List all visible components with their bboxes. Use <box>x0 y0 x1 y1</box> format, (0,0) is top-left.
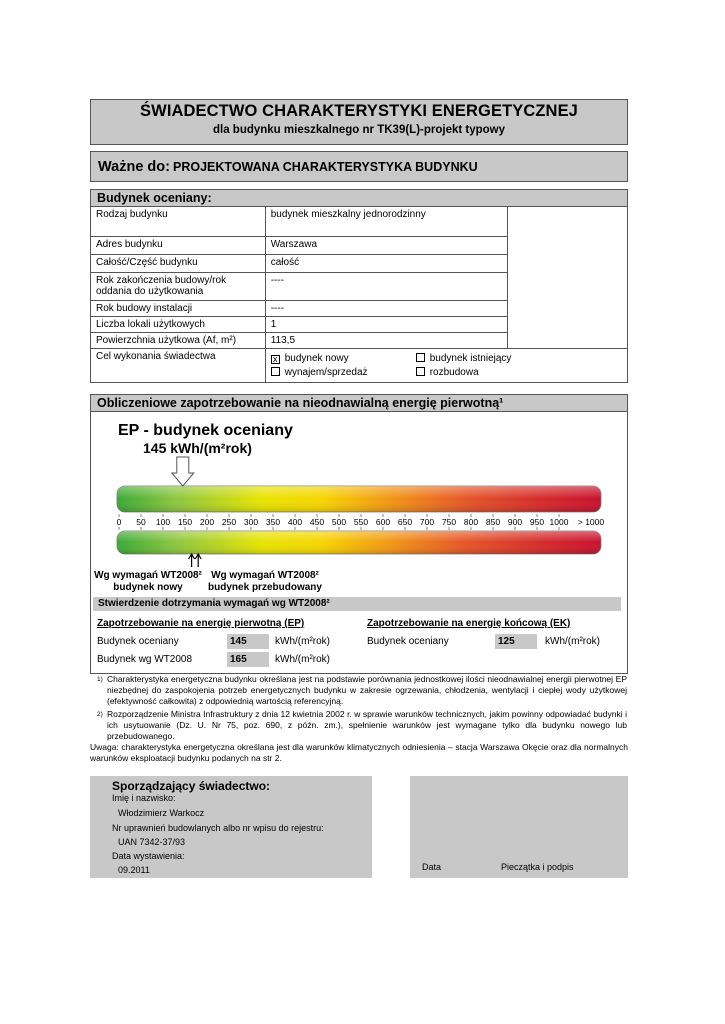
ek-heading: Zapotrzebowanie na energię końcową (EK) <box>367 618 571 629</box>
tick-label: 50 <box>136 517 146 527</box>
tick-label: 950 <box>529 517 545 527</box>
tick-label: 300 <box>243 517 259 527</box>
tick-label: 250 <box>221 517 237 527</box>
checkbox-new-building[interactable]: x <box>271 355 280 364</box>
ep-value: 145 kWh/(m²rok) <box>143 440 252 456</box>
ep-row-value: 145 <box>227 634 269 649</box>
tick-label: 700 <box>419 517 435 527</box>
tick-label: 150 <box>177 517 193 527</box>
option-label: budynek nowy <box>284 353 349 364</box>
building-section-title: Budynek oceniany: <box>97 191 212 205</box>
footnote-1: Charakterystyka energetyczna budynku określana jest na podstawie porównania jednostkowej ilości nieodnawialnej energii pierwotnej EP niezbędnej do zaspokojenia potrzeb energetycznych budynku w zakresie ogrzewania, chłodzenia, wentylacji i ciepłej wody użytkowej (efektywność całkowita) z odpowiednią wartością referencyjną. <box>107 674 627 706</box>
issuer-name: Włodzimierz Warkocz <box>118 808 205 818</box>
requirement-rebuilt-arrow <box>195 554 201 567</box>
energy-section-title: Obliczeniowe zapotrzebowanie na nieodnawialną energię pierwotną¹ <box>97 396 504 410</box>
row-value: całość <box>265 255 508 273</box>
row-label: Rok zakończenia budowy/rok oddania do użytkowania <box>91 273 266 301</box>
marker-new-building: Wg wymagań WT2008² budynek nowy <box>94 570 202 593</box>
issuer-license-label: Nr uprawnień budowlanych albo nr wpisu do rejestru: <box>112 823 324 833</box>
tick-label: 400 <box>287 517 303 527</box>
ep-arrow-icon <box>172 457 194 486</box>
row-value: ---- <box>265 301 508 317</box>
row-label: Cel wykonania świadectwa <box>91 349 266 383</box>
option-label: budynek istniejący <box>429 353 512 364</box>
tick-label: 650 <box>397 517 413 527</box>
issue-date-label: Data wystawienia: <box>112 851 185 861</box>
ep-row-unit: kWh/(m²rok) <box>275 654 330 665</box>
ep-row-unit: kWh/(m²rok) <box>275 636 330 647</box>
ek-row-unit: kWh/(m²rok) <box>545 636 600 647</box>
requirement-new-arrow <box>189 554 195 567</box>
certificate-title: ŚWIADECTWO CHARAKTERYSTYKI ENERGETYCZNEJ <box>140 102 578 120</box>
footnote-1-mark: 1) <box>97 676 103 683</box>
footnote-2-mark: 2) <box>97 711 103 718</box>
tick-label: 900 <box>507 517 523 527</box>
tick-label: > 1000 <box>577 517 605 527</box>
ep-marker-arrow <box>172 457 194 486</box>
row-value: 1 <box>265 317 508 333</box>
remark: Uwaga: charakterystyka energetyczna określana jest dla warunków klimatycznych odniesienia – stacja Warszawa Okęcie oraz dla normalnych warunków eksploatacji budynku podanych na str 2. <box>90 742 628 763</box>
ek-row-label: Budynek oceniany <box>367 636 449 647</box>
row-value: Warszawa <box>265 237 508 255</box>
certificate-subtitle: dla budynku mieszkalnego nr TK39(L)-projekt typowy <box>212 124 505 136</box>
ep-row-label: Budynek wg WT2008 <box>97 654 193 665</box>
row-label: Całość/Część budynku <box>91 255 266 273</box>
ep-row-label: Budynek oceniany <box>97 636 179 647</box>
tick-label: 1000 <box>549 517 569 527</box>
tick-label: 350 <box>265 517 281 527</box>
tick-label: 0 <box>116 517 122 527</box>
issuer-name-label: Imię i nazwisko: <box>112 793 176 803</box>
option-label: rozbudowa <box>429 367 479 378</box>
issuer-license: UAN 7342-37/93 <box>118 837 186 847</box>
row-value: 113,5 <box>265 333 508 349</box>
row-label: Powierzchnia użytkowa (Af, m²) <box>91 333 266 349</box>
tick-label: 450 <box>309 517 325 527</box>
requirement-arrows-icon <box>189 554 202 567</box>
marker-rebuilt-building: Wg wymagań WT2008² budynek przebudowany <box>208 570 322 593</box>
ep-title: EP - budynek oceniany <box>118 422 293 439</box>
validity-value: PROJEKTOWANA CHARAKTERYSTYKA BUDYNKU <box>173 160 478 174</box>
issue-date: 09.2011 <box>118 865 150 875</box>
ek-row-value: 125 <box>495 634 537 649</box>
validity-label: Ważne do: <box>98 159 170 175</box>
row-label: Rodzaj budynku <box>91 207 266 237</box>
ep-heading: Zapotrzebowanie na energię pierwotną (EP) <box>97 618 305 629</box>
row-value: budynek mieszkalny jednorodzinny <box>265 207 508 237</box>
option-label: wynajem/sprzedaż <box>284 367 368 378</box>
stamp-signature-label: Pieczątka i podpis <box>501 862 574 872</box>
tick-label: 500 <box>331 517 347 527</box>
tick-label: 550 <box>353 517 369 527</box>
tick-label: 200 <box>199 517 215 527</box>
compliance-title: Stwierdzenie dotrzymania wymagań wg WT2008² <box>98 598 330 609</box>
footnote-2: Rozporządzenie Ministra Infrastruktury z dnia 12 kwietnia 2002 r. w sprawie warunków technicznych, jakim powinny odpowiadać budynki i ich usytuowanie (Dz. U. Nr 75, poz. 690, z późn. zm.), spełnienie warunków jest wymagane tylko dla budynku nowego lub przebudowanego. <box>107 709 627 741</box>
tick-label: 100 <box>155 517 171 527</box>
tick-label: 800 <box>463 517 479 527</box>
sign-date-label: Data <box>422 862 442 872</box>
issuer-title: Sporządzający świadectwo: <box>112 779 271 793</box>
tick-label: 600 <box>375 517 391 527</box>
row-label: Rok budowy instalacji <box>91 301 266 317</box>
tick-label: 850 <box>485 517 501 527</box>
issuer-box <box>90 776 372 878</box>
row-value: ---- <box>265 273 508 301</box>
row-label: Adres budynku <box>91 237 266 255</box>
tick-label: 750 <box>441 517 457 527</box>
scale-tick-labels <box>117 517 605 527</box>
row-label: Liczba lokali użytkowych <box>91 317 266 333</box>
stamp-signature-box <box>410 776 628 878</box>
ep-row-value: 165 <box>227 652 269 667</box>
